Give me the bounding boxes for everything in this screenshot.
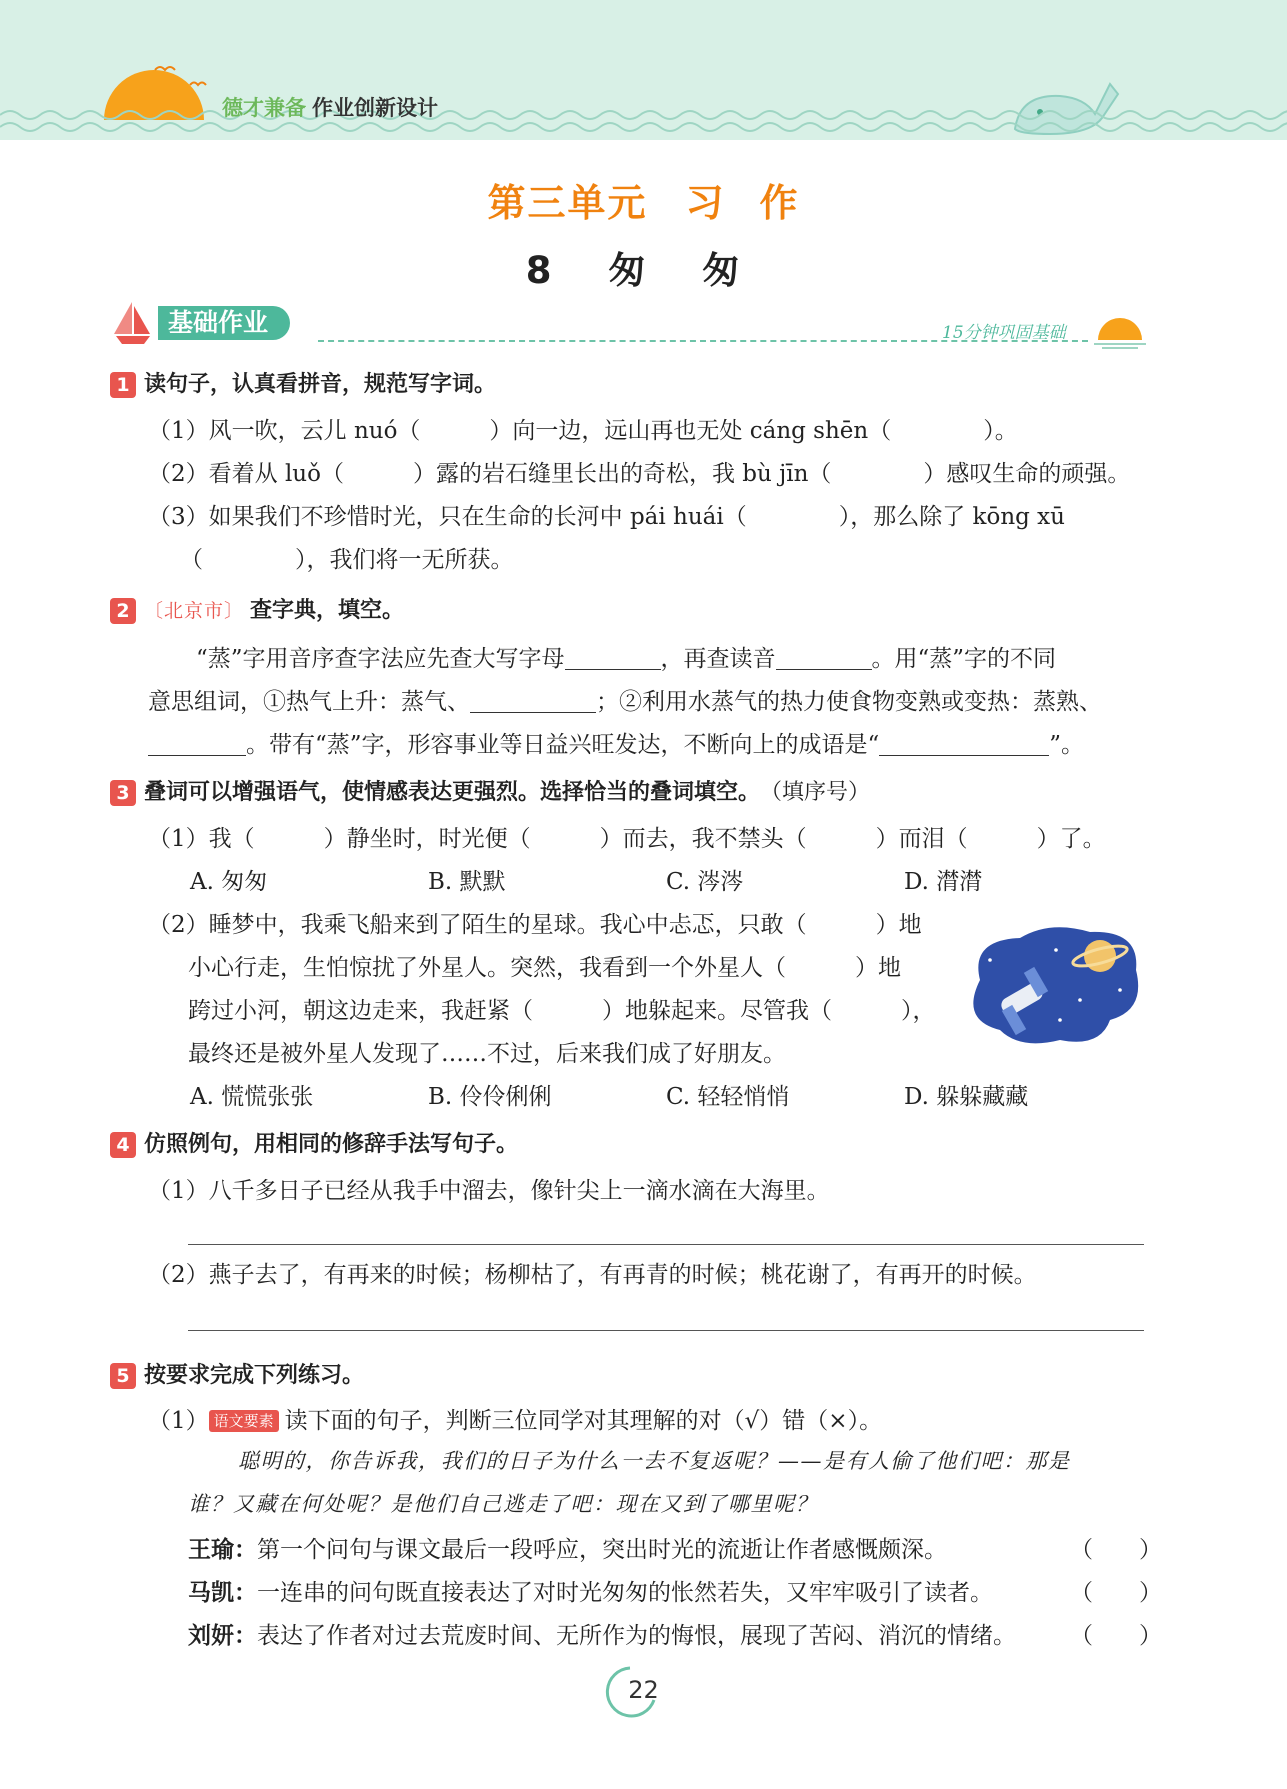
- unit-title: [0, 172, 1287, 227]
- student-statement: 一连串的问句既直接表达了对时光匆匆的怅然若失，又牢牢吸引了读者。: [257, 1580, 993, 1606]
- answer-blank[interactable]: [470, 688, 596, 713]
- q5-subquestion: [148, 1402, 882, 1435]
- question-number: 5: [110, 1363, 136, 1389]
- quote-line-1: 聪明的，你告诉我，我们的日子为什么一去不复返呢？——是有人偷了他们吧：那是: [238, 1449, 1071, 1473]
- q3-part2-line-2: 小心行走，生怕惊扰了外星人。突然，我看到一个外星人（ ）地: [188, 955, 901, 981]
- q3-part2-line-1: （2）睡梦中，我乘飞船来到了陌生的星球。我心中忐忑，只敢（ ）地: [148, 912, 922, 938]
- question-title: 读句子，认真看拼音，规范写字词。: [144, 372, 497, 397]
- q1-line-4: （ ），我们将一无所获。: [180, 547, 514, 573]
- section-label: 基础作业: [158, 306, 290, 340]
- student-statement: 表达了作者对过去荒废时间、无所作为的悔恨，展现了苦闷、消沉的情绪。: [257, 1623, 1016, 1649]
- q1-line-3: （3）如果我们不珍惜时光，只在生命的长河中 pái huái（ ），那么除了 kōng xū: [148, 504, 1065, 530]
- answer-line[interactable]: [188, 1330, 1144, 1331]
- q1-line-1: （1）风一吹，云儿 nuó（ ）向一边，远山再也无处 cáng shēn（ ）。: [148, 418, 1018, 444]
- q2-text-2a: 意思组词，①热气上升：蒸气、: [148, 689, 470, 715]
- question-4-heading: [110, 1124, 518, 1166]
- sub-instruction: 读下面的句子，判断三位同学对其理解的对（√）错（×）。: [284, 1408, 883, 1434]
- time-note: 15分钟巩固基础: [942, 323, 1066, 343]
- answer-blank[interactable]: [565, 645, 661, 670]
- brand-name: 德才兼备: [222, 96, 306, 120]
- unit-title-char1: 习: [685, 181, 726, 225]
- q1-line-2: （2）看着从 luǒ（ ）露的岩石缝里长出的奇松，我 bù jīn（ ）感叹生命的顽强。: [148, 461, 1131, 487]
- option-a: A. 慌慌张张: [190, 1084, 314, 1110]
- quote-line-2: 谁？又藏在何处呢？是他们自己逃走了吧：现在又到了哪里呢？: [188, 1492, 818, 1516]
- q2-line-2: [148, 683, 1102, 716]
- q3-part2-line-3: 跨过小河，朝这边走来，我赶紧（ ）地躲起来。尽管我（ ），: [188, 998, 936, 1024]
- answer-row: [188, 1617, 1016, 1650]
- literacy-badge: 语文要素: [209, 1410, 279, 1432]
- q3-part1: （1）我（ ）静坐时，时光便（ ）而去，我不禁头（ ）而泪（ ）了。: [148, 826, 1106, 852]
- region-tag: 〔北京市〕: [144, 600, 245, 622]
- question-title: 按要求完成下列练习。: [144, 1363, 365, 1388]
- option-d: D. 潸潸: [904, 869, 983, 895]
- q2-text-3b: ”。: [1049, 732, 1085, 758]
- option-c: C. 涔涔: [666, 869, 744, 895]
- question-3-heading: [110, 772, 870, 814]
- unit-title-name: 第三单元: [487, 181, 648, 225]
- answer-blank[interactable]: [879, 731, 1049, 756]
- question-2-heading: [110, 590, 404, 632]
- q4-sentence-1: （1）八千多日子已经从我手中溜去，像针尖上一滴水滴在大海里。: [148, 1178, 830, 1204]
- q4-sentence-2: （2）燕子去了，有再来的时候；杨柳枯了，有再青的时候；桃花谢了，有再开的时候。: [148, 1262, 1037, 1288]
- question-note: （填序号）: [760, 780, 871, 805]
- question-title: 仿照例句，用相同的修辞手法写句子。: [144, 1132, 519, 1157]
- student-name: 王瑜：: [188, 1537, 257, 1563]
- q2-line-1: [196, 640, 1056, 673]
- student-name: 刘妍：: [188, 1623, 257, 1649]
- q2-text-1b: ，再查读音: [660, 646, 776, 672]
- question-number: 3: [110, 780, 136, 806]
- question-number: 1: [110, 372, 136, 398]
- header-brand: [222, 92, 438, 122]
- judgement-box[interactable]: （ ）: [1070, 1580, 1162, 1606]
- q2-text-1c: 。用“蒸”字的不同: [871, 646, 1057, 672]
- option-c: C. 轻轻悄悄: [666, 1084, 790, 1110]
- answer-row: [188, 1574, 993, 1607]
- judgement-box[interactable]: （ ）: [1070, 1623, 1162, 1649]
- question-title: 叠词可以增强语气，使情感表达更强烈。选择恰当的叠词填空。: [144, 780, 761, 805]
- question-title: 查字典，填空。: [250, 598, 405, 623]
- q3-part2-line-4: 最终还是被外星人发现了……不过，后来我们成了好朋友。: [188, 1041, 786, 1067]
- student-name: 马凯：: [188, 1580, 257, 1606]
- lesson-title: 8 匆 匆: [525, 249, 762, 292]
- option-b: B. 默默: [428, 869, 506, 895]
- option-b: B. 伶伶俐俐: [428, 1084, 552, 1110]
- q2-text-1a: “蒸”字用音序查字法应先查大写字母: [196, 646, 565, 672]
- question-5-heading: [110, 1355, 364, 1397]
- page-number: 22: [628, 1676, 659, 1704]
- sailboat-icon: [108, 298, 158, 346]
- answer-row: [188, 1531, 947, 1564]
- answer-blank[interactable]: [148, 731, 246, 756]
- sunset-icon: [1092, 312, 1148, 350]
- answer-line[interactable]: [188, 1244, 1144, 1245]
- unit-title-char2: 作: [759, 181, 800, 225]
- space-illustration: [960, 920, 1146, 1050]
- q2-text-2b: ；②利用水蒸气的热力使食物变熟或变热：蒸熟、: [596, 689, 1102, 715]
- birds-icon: [150, 60, 220, 100]
- option-a: A. 匆匆: [190, 869, 268, 895]
- wave-divider: [0, 105, 1287, 145]
- q2-line-3: [148, 726, 1084, 759]
- q2-text-3a: 。带有“蒸”字，形容事业等日益兴旺发达，不断向上的成语是“: [246, 732, 880, 758]
- question-number: 2: [110, 598, 136, 624]
- judgement-box[interactable]: （ ）: [1070, 1537, 1162, 1563]
- sub-prefix: （1）: [148, 1408, 209, 1434]
- question-number: 4: [110, 1132, 136, 1158]
- student-statement: 第一个问句与课文最后一段呼应，突出时光的流逝让作者感慨颇深。: [257, 1537, 947, 1563]
- brand-subtitle: 作业创新设计: [312, 96, 438, 120]
- answer-blank[interactable]: [776, 645, 872, 670]
- option-d: D. 躲躲藏藏: [904, 1084, 1029, 1110]
- question-1-heading: [110, 364, 496, 406]
